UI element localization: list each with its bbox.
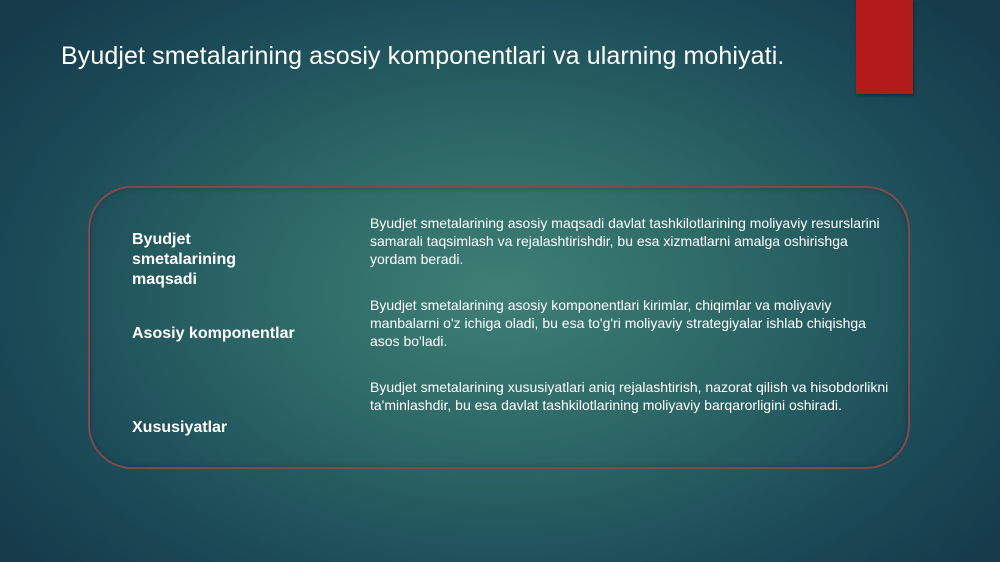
row-label-components: Asosiy komponentlar	[132, 325, 295, 342]
accent-bar	[856, 0, 913, 94]
row-label-purpose: Byudjet smetalarining maqsadi	[132, 231, 237, 288]
row-description-features: Byudjet smetalarining xususiyatlari aniq rejalashtirish, nazorat qilish va hisobdorlikni ta'minlashdir, bu esa davlat tashkilotlarining moliyaviy barqarorligini oshiradi.	[370, 379, 889, 413]
row-label-features: Xususiyatlar	[132, 419, 228, 436]
row-description-components: Byudjet smetalarining asosiy komponentlari kirimlar, chiqimlar va moliyaviy manbalarni o'z ichiga oladi, bu esa to'g'ri moliyaviy strategiyalar ishlab chiqishga asos bo'ladi.	[370, 297, 866, 349]
slide-title: Byudjet smetalarining asosiy komponentlari va ularning mohiyati.	[61, 42, 785, 70]
row-description-purpose: Byudjet smetalarining asosiy maqsadi davlat tashkilotlarining moliyaviy resurslarini samarali taqsimlash va rejalashtirishdir, bu esa xizmatlarni amalga oshirishga yordam beradi.	[370, 215, 880, 267]
